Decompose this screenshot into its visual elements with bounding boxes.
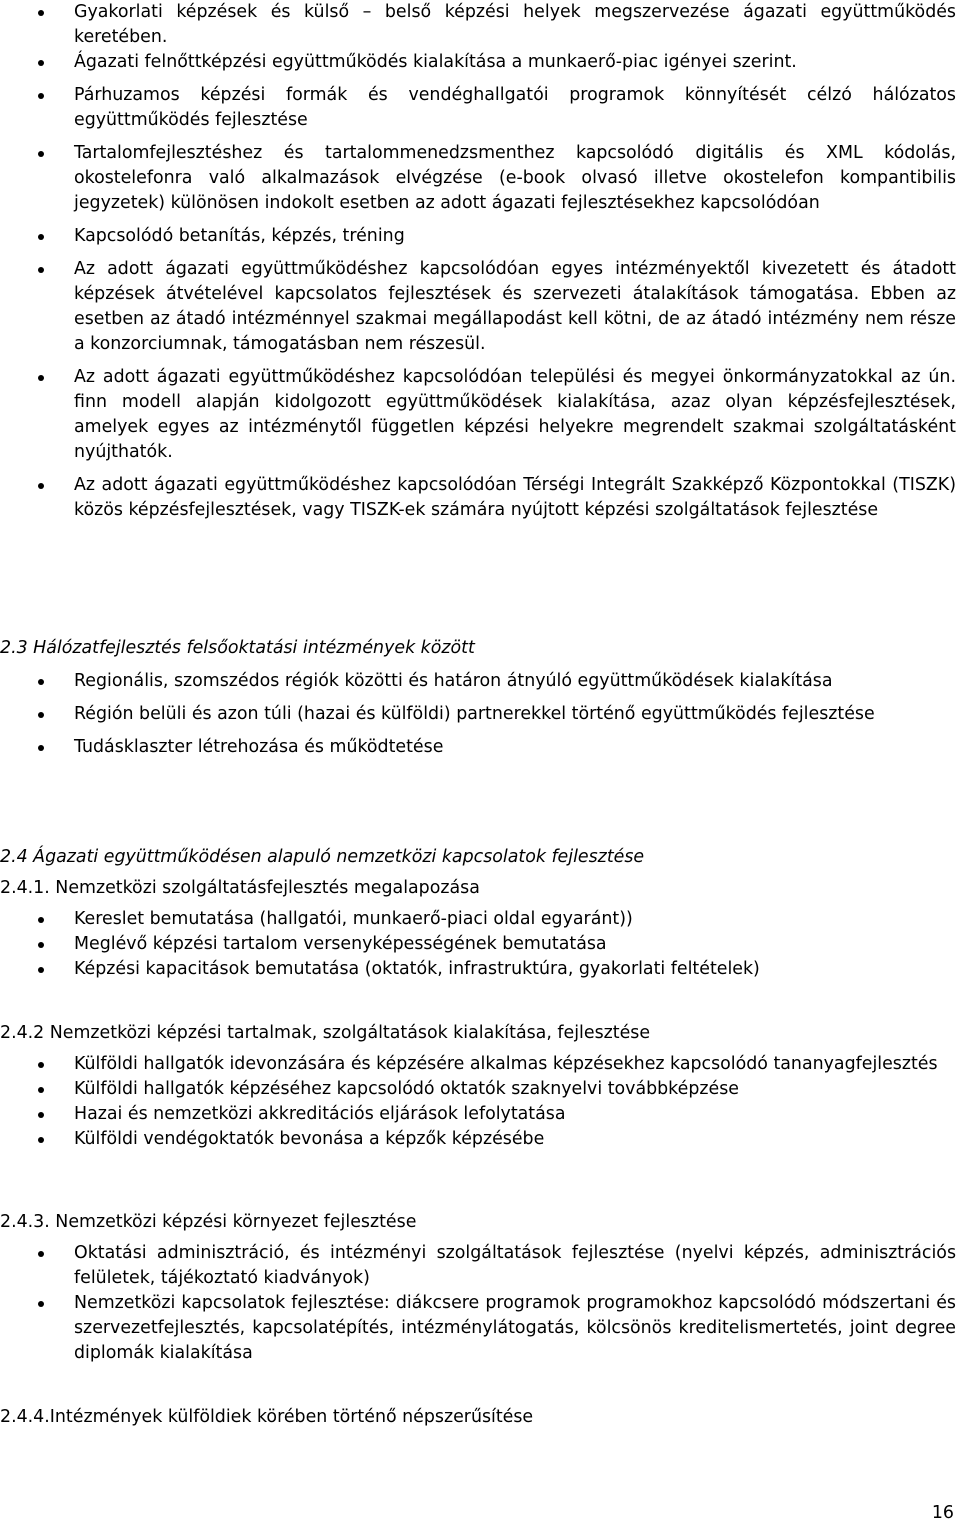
list-item: Régión belüli és azon túli (hazai és külföldi) partnerekkel történő együttműködés fejlesztése	[0, 702, 960, 727]
section-heading-2-4-4: 2.4.4.Intézmények külföldiek körében történő népszerűsítése	[0, 1407, 534, 1427]
list-item: Az adott ágazati együttműködéshez kapcsolódóan települési és megyei önkormányzatokkal az ún. finn modell alapján kidolgozott együttműködések kialakítása, azaz olyan képzésfejlesztések, amelyek egyes az intézménytől független képzési helyekre megrendelt szakmai szolgáltatásként nyújthatók.	[0, 365, 960, 465]
section-heading-2-4-3: 2.4.3. Nemzetközi képzési környezet fejlesztése	[0, 1212, 417, 1232]
list-item: Külföldi vendégoktatók bevonása a képzők képzésébe	[0, 1127, 960, 1152]
list-item: Kereslet bemutatása (hallgatói, munkaerő-piaci oldal egyaránt))	[0, 907, 960, 932]
list-item: Képzési kapacitások bemutatása (oktatók, infrastruktúra, gyakorlati feltételek)	[0, 957, 960, 982]
list-item: Külföldi hallgatók idevonzására és képzésére alkalmas képzésekhez kapcsolódó tananyagfejlesztés	[0, 1052, 960, 1077]
list-item: Az adott ágazati együttműködéshez kapcsolódóan egyes intézményektől kivezetett és átadott képzések átvételével kapcsolatos fejlesztések és szervezeti átalakítások támogatása. Ebben az esetben az átadó intézménnyel szakmai megállapodást kell kötni, de az átadó intézmény nem része a konzorciumnak, támogatásban nem részesül.	[0, 257, 960, 357]
list-item: Meglévő képzési tartalom versenyképességének bemutatása	[0, 932, 960, 957]
section-2-4-2-list	[0, 1052, 960, 1152]
section-2-3-list	[0, 669, 960, 760]
list-item: Nemzetközi kapcsolatok fejlesztése: diákcsere programok programokhoz kapcsolódó módszertani és szervezetfejlesztés, kapcsolatépítés, intézménylátogatás, kölcsönös kreditelismertetés, joint degree diplomák kialakítása	[0, 1291, 960, 1366]
list-item: Hazai és nemzetközi akkreditációs eljárások lefolytatása	[0, 1102, 960, 1127]
list-item: Párhuzamos képzési formák és vendéghallgatói programok könnyítését célzó hálózatos együttműködés fejlesztése	[0, 83, 960, 133]
section-heading-2-4-2: 2.4.2 Nemzetközi képzési tartalmak, szolgáltatások kialakítása, fejlesztése	[0, 1023, 651, 1043]
section-heading-2-4-1: 2.4.1. Nemzetközi szolgáltatásfejlesztés megalapozása	[0, 878, 480, 898]
list-item: Külföldi hallgatók képzéséhez kapcsolódó oktatók szaknyelvi továbbképzése	[0, 1077, 960, 1102]
section-heading-2-3: 2.3 Hálózatfejlesztés felsőoktatási intézmények között	[0, 638, 475, 658]
list-item: Tartalomfejlesztéshez és tartalommenedzsmenthez kapcsolódó digitális és XML kódolás, okostelefonra való alkalmazások elvégzése (e-book olvasó illetve okostelefon kompantibilis jegyzetek) különösen indokolt esetben az adott ágazati fejlesztésekhez kapcsolódóan	[0, 141, 960, 216]
list-item: Az adott ágazati együttműködéshez kapcsolódóan Térségi Integrált Szakképző Központokkal (TISZK) közös képzésfejlesztések, vagy TISZK-ek számára nyújtott képzési szolgáltatások fejlesztése	[0, 473, 960, 523]
page-number: 16	[931, 1503, 954, 1523]
section-2-4-1-list	[0, 907, 960, 982]
list-item: Ágazati felnőttképzési együttműködés kialakítása a munkaerő-piac igényei szerint.	[0, 50, 960, 75]
top-bullet-list	[0, 0, 960, 523]
list-item: Oktatási adminisztráció, és intézményi szolgáltatások fejlesztése (nyelvi képzés, adminisztrációs felületek, tájékoztató kiadványok)	[0, 1241, 960, 1291]
section-2-4-3-list	[0, 1241, 960, 1366]
list-item: Gyakorlati képzések és külső – belső képzési helyek megszervezése ágazati együttműködés keretében.	[0, 0, 960, 50]
list-item: Regionális, szomszédos régiók közötti és határon átnyúló együttműködések kialakítása	[0, 669, 960, 694]
section-heading-2-4: 2.4 Ágazati együttműködésen alapuló nemzetközi kapcsolatok fejlesztése	[0, 847, 645, 867]
list-item: Kapcsolódó betanítás, képzés, tréning	[0, 224, 960, 249]
list-item: Tudásklaszter létrehozása és működtetése	[0, 735, 960, 760]
